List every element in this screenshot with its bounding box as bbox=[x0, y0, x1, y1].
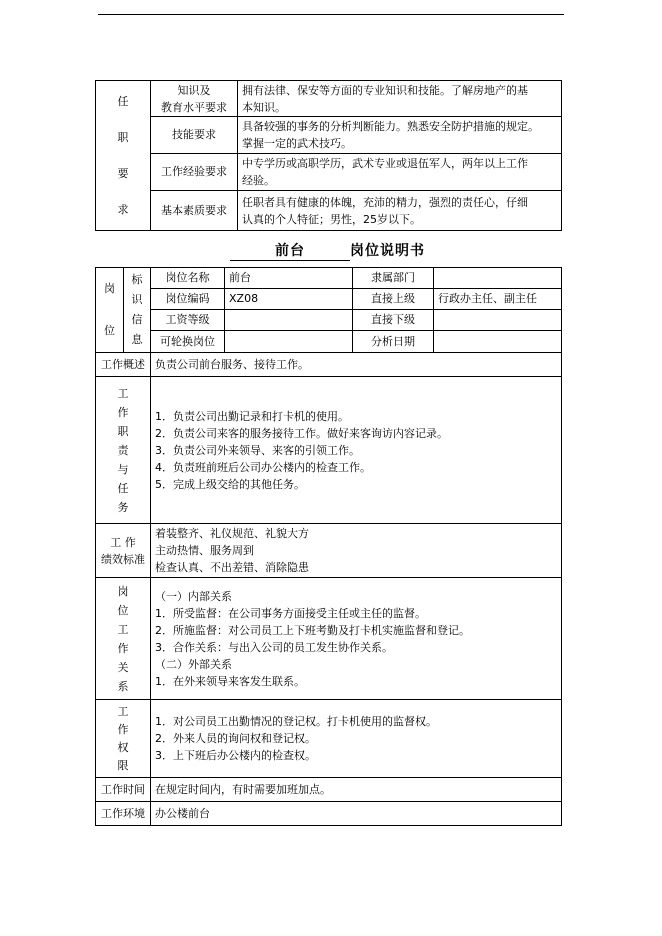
field-label: 工资等级 bbox=[151, 310, 225, 331]
label-char: 责 bbox=[117, 443, 129, 457]
performance-label bbox=[96, 524, 151, 578]
label-char: 岗 bbox=[117, 584, 129, 598]
label-char: 作 bbox=[117, 641, 129, 655]
req-content-line: 具备较强的事务的分析判断能力。熟悉安全防护措施的规定。 bbox=[242, 120, 539, 133]
environment-label: 工作环境 bbox=[96, 802, 151, 826]
label-char: 工 bbox=[117, 622, 129, 636]
authority-item: 3．上下班后办公楼内的检查权。 bbox=[155, 749, 316, 762]
performance-item: 主动热情、服务周到 bbox=[155, 544, 254, 557]
label-char: 与 bbox=[117, 462, 129, 476]
label-line: 绩效标准 bbox=[101, 552, 145, 566]
label-char: 务 bbox=[117, 500, 129, 514]
overview-content: 负责公司前台服务、接待工作。 bbox=[151, 353, 562, 377]
req-label-line: 教育水平要求 bbox=[161, 100, 227, 114]
hours-label: 工作时间 bbox=[96, 778, 151, 802]
job-section-label bbox=[96, 268, 124, 353]
label-char: 限 bbox=[117, 758, 129, 772]
label-char: 标 bbox=[131, 273, 143, 286]
label-char: 位 bbox=[117, 603, 129, 617]
relation-item: 1．在外来领导来客发生联系。 bbox=[155, 674, 305, 688]
field-value bbox=[434, 268, 562, 289]
authority-label bbox=[96, 700, 151, 778]
document-title bbox=[230, 240, 450, 261]
hours-content: 在规定时间内，有时需要加班加点。 bbox=[151, 778, 562, 802]
label-char: 关 bbox=[117, 660, 129, 674]
label-char: 职 bbox=[117, 424, 129, 438]
field-value bbox=[225, 331, 353, 353]
duty-item: 4．负责班前班后公司办公楼内的检查工作。 bbox=[155, 460, 371, 474]
field-value bbox=[225, 310, 353, 331]
field-value: 前台 bbox=[225, 268, 353, 289]
req-content-line: 中专学历或高职学历，武术专业或退伍军人，两年以上工作 bbox=[242, 157, 528, 170]
relation-item: （二）外部关系 bbox=[155, 657, 232, 671]
req-row-content bbox=[238, 191, 562, 231]
relation-item: 1．所受监督：在公司事务方面接受主任或主任的监督。 bbox=[155, 606, 426, 620]
req-row-content bbox=[238, 81, 562, 117]
requirements-table bbox=[95, 80, 562, 231]
field-value bbox=[434, 310, 562, 331]
req-row-label: 工作经验要求 bbox=[151, 154, 238, 191]
overview-label: 工作概述 bbox=[96, 353, 151, 377]
authority-item: 2．外来人员的询问权和登记权。 bbox=[155, 732, 316, 745]
title-position: 前台 bbox=[230, 240, 350, 261]
label-char: 任 bbox=[117, 481, 129, 495]
req-label-char: 任 bbox=[117, 94, 129, 108]
relation-item: 2．所施监督：对公司员工上下班考勤及打卡机实施监督和登记。 bbox=[155, 623, 470, 637]
label-char: 作 bbox=[117, 405, 129, 419]
relations-label bbox=[96, 578, 151, 700]
field-label: 分析日期 bbox=[353, 331, 434, 353]
performance-item: 检查认真、不出差错、消除隐患 bbox=[155, 561, 309, 574]
duties-content bbox=[151, 377, 562, 524]
authority-content bbox=[151, 700, 562, 778]
environment-content: 办公楼前台 bbox=[151, 802, 562, 826]
req-content-line: 经验。 bbox=[242, 174, 275, 187]
label-char: 识 bbox=[131, 293, 143, 306]
label-char: 工 bbox=[117, 386, 129, 400]
duty-item: 2．负责公司来客的服务接待工作。做好来客询访内容记录。 bbox=[155, 426, 448, 440]
requirements-section-label bbox=[96, 81, 151, 231]
label-char: 信 bbox=[131, 313, 143, 326]
duty-item: 3．负责公司外来领导、来客的引领工作。 bbox=[155, 443, 360, 457]
title-suffix: 岗位说明书 bbox=[350, 243, 425, 259]
label-char: 工 bbox=[117, 704, 129, 718]
field-label: 直接下级 bbox=[353, 310, 434, 331]
performance-item: 着装整齐、礼仪规范、礼貌大方 bbox=[155, 527, 309, 540]
req-content-line: 拥有法律、保安等方面的专业知识和技能。了解房地产的基 bbox=[242, 83, 528, 97]
req-label-line: 知识及 bbox=[177, 83, 211, 97]
req-label-char: 职 bbox=[117, 130, 129, 144]
header-rule bbox=[98, 14, 564, 15]
field-label: 直接上级 bbox=[353, 289, 434, 310]
relation-item: 3．合作关系：与出入公司的员工发生协作关系。 bbox=[155, 640, 393, 654]
label-line: 工 作 bbox=[110, 535, 136, 549]
field-value: XZ08 bbox=[225, 289, 353, 310]
performance-content bbox=[151, 524, 562, 578]
relation-item: （一）内部关系 bbox=[155, 589, 232, 603]
field-label: 隶属部门 bbox=[353, 268, 434, 289]
req-content-line: 本知识。 bbox=[242, 100, 286, 114]
req-label-char: 求 bbox=[117, 202, 129, 216]
field-label: 岗位编码 bbox=[151, 289, 225, 310]
field-label: 可轮换岗位 bbox=[151, 331, 225, 353]
duty-item: 5．完成上级交给的其他任务。 bbox=[155, 477, 305, 491]
job-description-table bbox=[95, 267, 562, 826]
authority-item: 1．对公司员工出勤情况的登记权。打卡机使用的监督权。 bbox=[155, 715, 437, 728]
id-info-label bbox=[124, 268, 151, 353]
label-char: 岗 bbox=[104, 282, 115, 295]
req-row-content bbox=[238, 154, 562, 191]
relations-content bbox=[151, 578, 562, 700]
duty-item: 1．负责公司出勤记录和打卡机的使用。 bbox=[155, 409, 349, 423]
field-value: 行政办主任、副主任 bbox=[434, 289, 562, 310]
label-char: 权 bbox=[117, 740, 129, 754]
req-row-label: 技能要求 bbox=[151, 117, 238, 154]
field-label: 岗位名称 bbox=[151, 268, 225, 289]
label-char: 系 bbox=[117, 679, 129, 693]
req-label-char: 要 bbox=[117, 166, 129, 180]
req-row-label: 基本素质要求 bbox=[151, 191, 238, 231]
label-char: 作 bbox=[117, 722, 129, 736]
label-char: 息 bbox=[131, 333, 143, 346]
req-row-content bbox=[238, 117, 562, 154]
req-content-line: 掌握一定的武术技巧。 bbox=[242, 137, 352, 150]
label-char: 位 bbox=[104, 324, 115, 337]
req-row-label bbox=[151, 81, 238, 117]
field-value bbox=[434, 331, 562, 353]
req-content-line: 任职者具有健康的体魄，充沛的精力，强烈的责任心，仔细 bbox=[242, 195, 528, 209]
req-content-line: 认真的个人特征；男性，25岁以下。 bbox=[242, 212, 421, 226]
duties-label bbox=[96, 377, 151, 524]
